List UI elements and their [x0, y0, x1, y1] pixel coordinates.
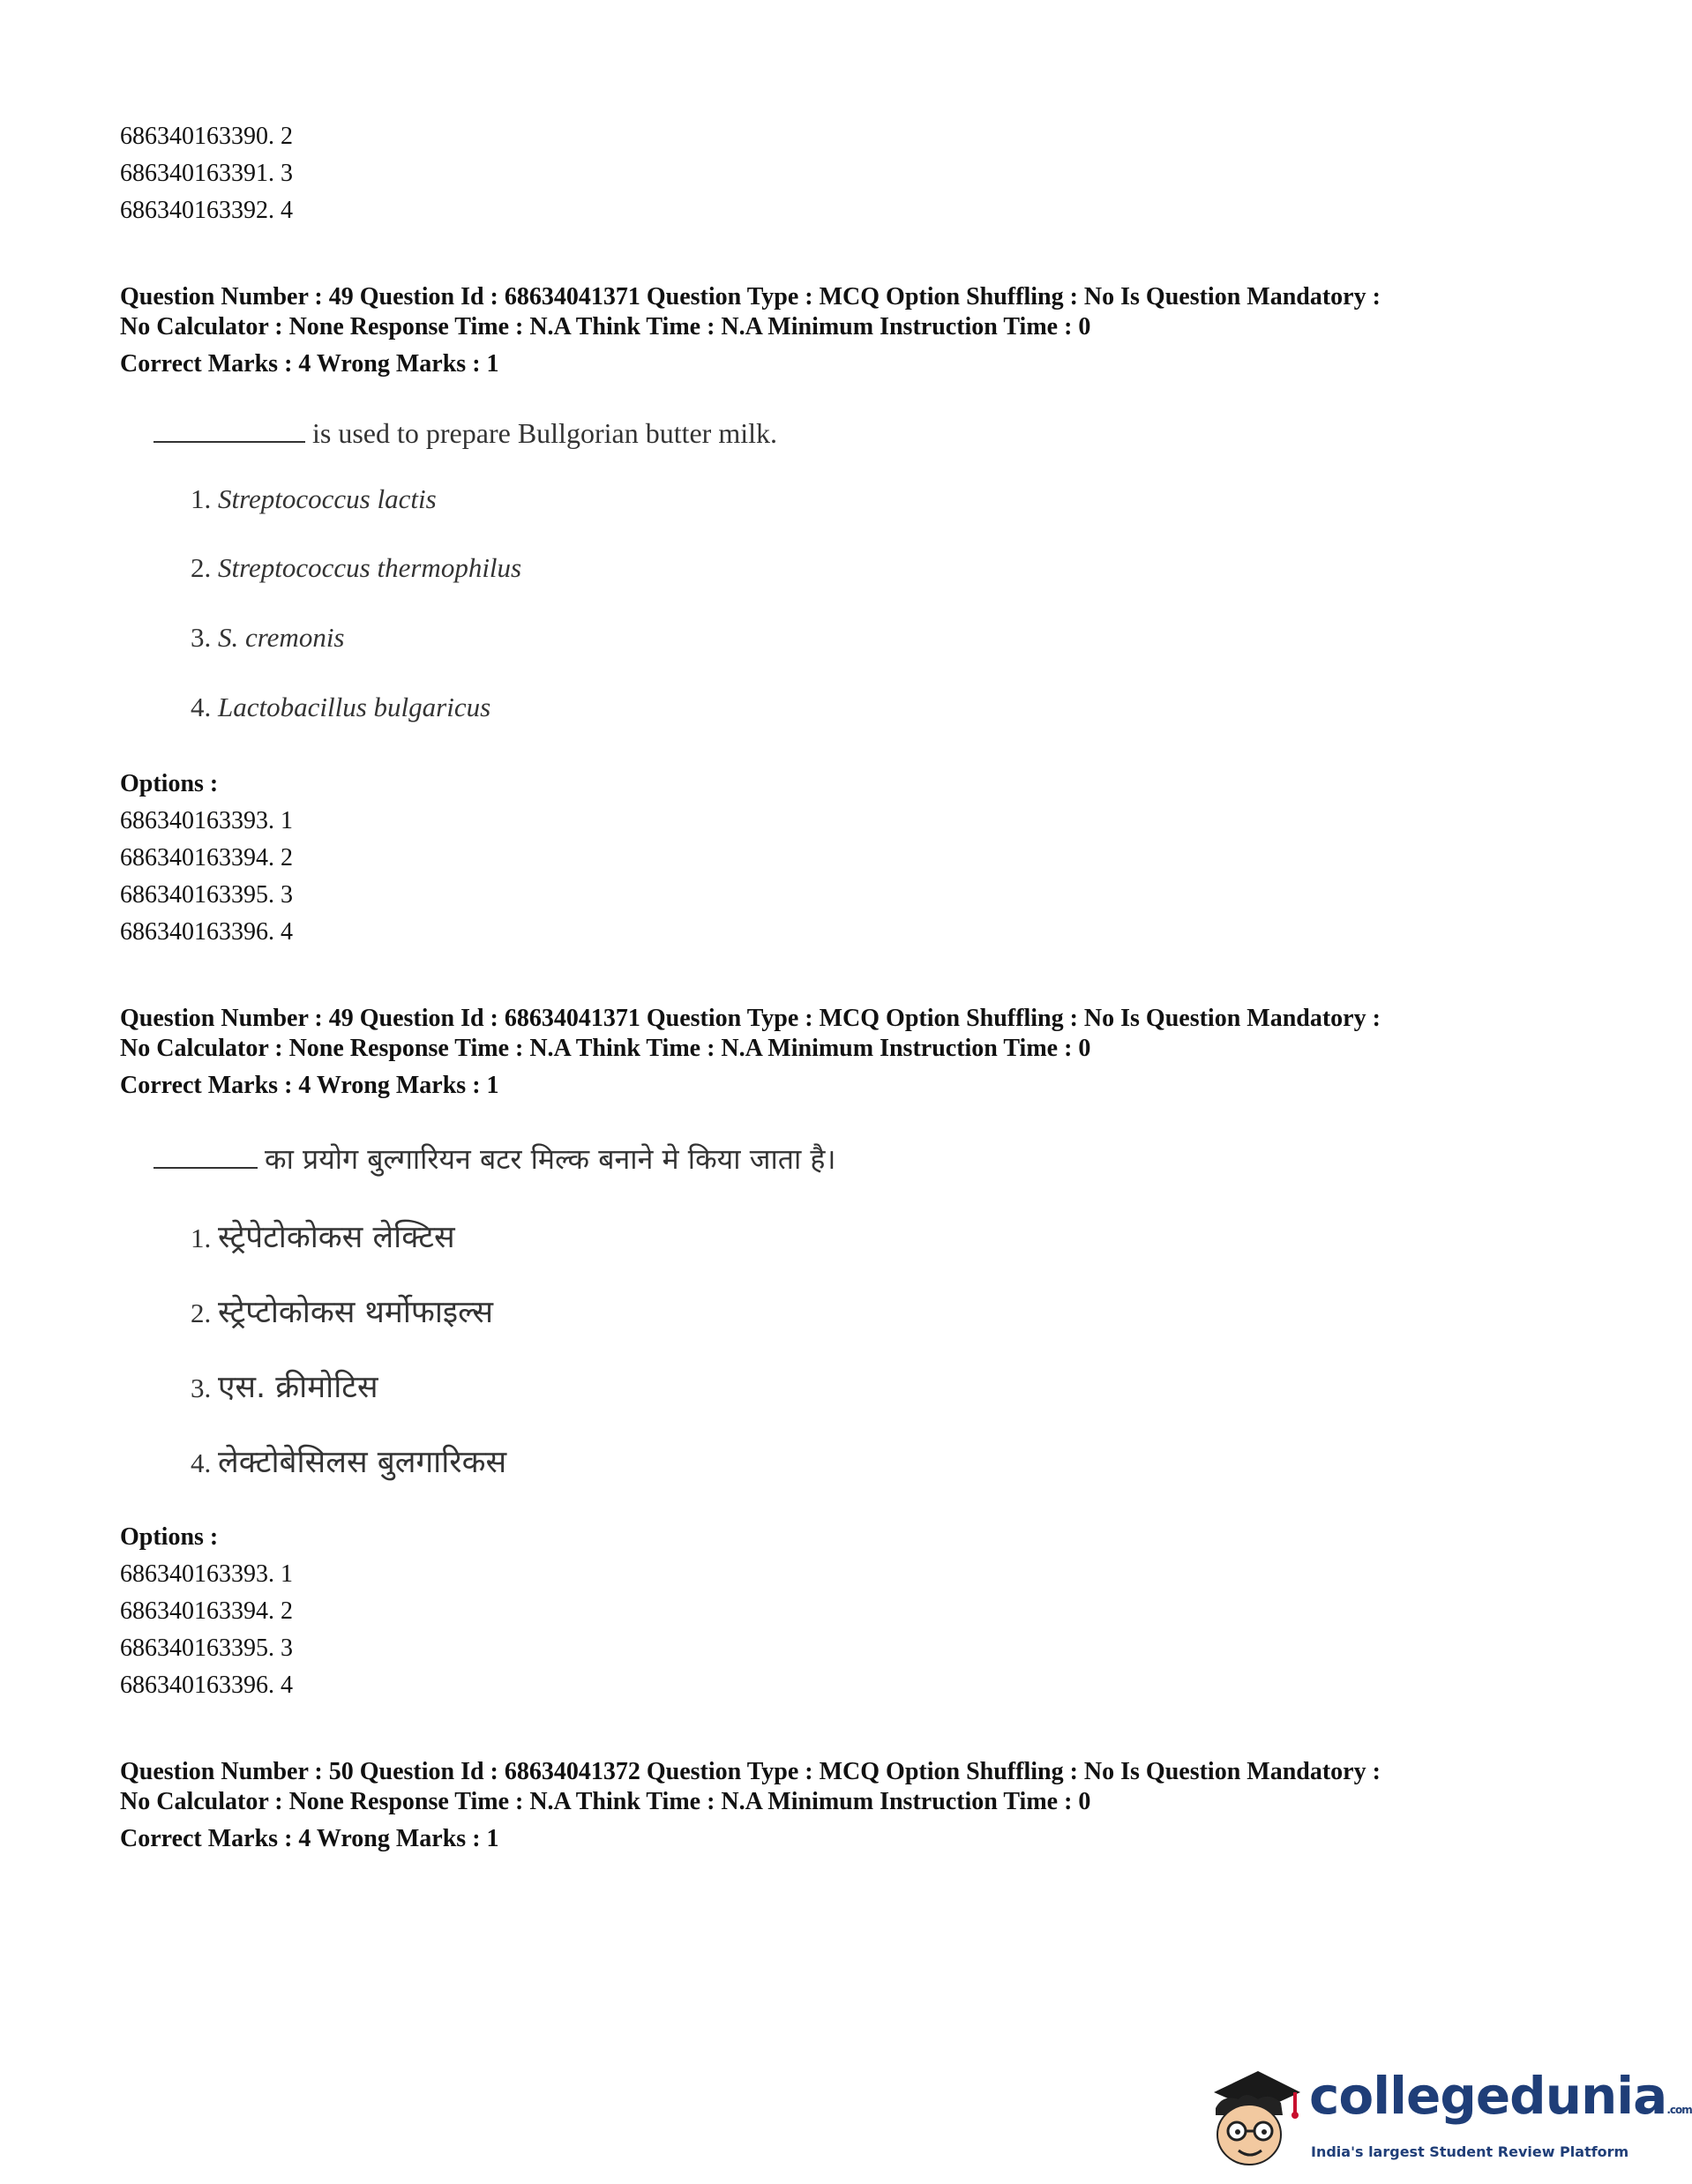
choice-number: 1.	[191, 1223, 212, 1253]
choice-4	[191, 692, 490, 723]
options-block-hi	[120, 1519, 1531, 1704]
choice-text: स्ट्रेप्टोकोकस थर्मोफाइल्स	[218, 1295, 493, 1330]
option-line: 686340163395. 3	[120, 1634, 293, 1662]
mascot-icon	[1196, 2059, 1311, 2173]
option-line: 686340163393. 1	[120, 1560, 293, 1588]
choice-1	[191, 483, 437, 515]
question-text: का प्रयोग बुल्गारियन बटर मिल्क बनाने मे किया जाता है।	[265, 1142, 836, 1176]
brand-tagline: India's largest Student Review Platform	[1311, 2143, 1629, 2160]
previous-options	[120, 118, 1531, 229]
choice-3	[191, 622, 345, 654]
marks-line: Correct Marks : 4 Wrong Marks : 1	[120, 1072, 499, 1099]
choice-text: Streptococcus lactis	[218, 483, 437, 514]
question-meta-line2: No Calculator : None Response Time : N.A Think Time : N.A Minimum Instruction Time : 0	[120, 313, 1091, 340]
brand-name: collegedunia.com	[1309, 2066, 1692, 2126]
option-line: 686340163390. 2	[120, 123, 293, 150]
option-line: 686340163396. 4	[120, 918, 293, 946]
collegedunia-logo	[1196, 2059, 1692, 2173]
choice-text: लेक्टोबेसिलस बुलगारिकस	[218, 1445, 507, 1480]
choice-number: 4.	[191, 692, 212, 722]
choice-text: Streptococcus thermophilus	[218, 552, 522, 583]
option-line: 686340163396. 4	[120, 1672, 293, 1699]
choice-text: S. cremonis	[218, 622, 345, 653]
question-meta-line2: No Calculator : None Response Time : N.A Think Time : N.A Minimum Instruction Time : 0	[120, 1035, 1091, 1062]
choice-number: 3.	[191, 622, 212, 653]
choice-1	[191, 1215, 455, 1257]
option-line: 686340163393. 1	[120, 807, 293, 834]
question-49-hi-meta	[120, 1004, 1531, 1101]
blank-line	[153, 415, 305, 443]
choice-text: Lactobacillus bulgaricus	[218, 692, 491, 722]
choice-4	[191, 1440, 506, 1482]
question-50-meta	[120, 1757, 1531, 1854]
question-meta-line2: No Calculator : None Response Time : N.A Think Time : N.A Minimum Instruction Time : 0	[120, 1788, 1091, 1815]
choice-text: स्ट्रेपेटोकोकस लेक्टिस	[218, 1220, 455, 1255]
question-49-hi-text	[153, 1140, 836, 1178]
blank-line	[153, 1141, 258, 1169]
brand-com: .com	[1666, 2104, 1692, 2116]
choice-text: एस. क्रीमोटिस	[218, 1370, 378, 1405]
option-line: 686340163392. 4	[120, 197, 293, 224]
choice-2	[191, 1290, 493, 1332]
choice-number: 4.	[191, 1447, 212, 1478]
option-line: 686340163391. 3	[120, 160, 293, 187]
choice-number: 2.	[191, 1298, 212, 1328]
option-line: 686340163395. 3	[120, 881, 293, 909]
choice-number: 1.	[191, 483, 212, 514]
options-block-en	[120, 766, 1531, 951]
choice-number: 3.	[191, 1372, 212, 1403]
options-label: Options :	[120, 1523, 219, 1551]
choice-number: 2.	[191, 552, 212, 583]
option-line: 686340163394. 2	[120, 844, 293, 871]
question-meta-line1: Question Number : 49 Question Id : 68634041371 Question Type : MCQ Option Shuffling : No Is Question Mandatory :	[120, 283, 1381, 310]
options-label: Options :	[120, 770, 219, 797]
question-meta-line1: Question Number : 50 Question Id : 68634041372 Question Type : MCQ Option Shuffling : No Is Question Mandatory :	[120, 1758, 1381, 1785]
marks-line: Correct Marks : 4 Wrong Marks : 1	[120, 1825, 499, 1852]
option-line: 686340163394. 2	[120, 1597, 293, 1625]
marks-line: Correct Marks : 4 Wrong Marks : 1	[120, 350, 499, 378]
question-text: is used to prepare Bullgorian butter milk.	[312, 417, 777, 449]
choice-2	[191, 552, 521, 584]
choice-3	[191, 1365, 378, 1407]
question-meta-line1: Question Number : 49 Question Id : 68634041371 Question Type : MCQ Option Shuffling : No Is Question Mandatory :	[120, 1005, 1381, 1032]
question-49-en-meta	[120, 282, 1531, 379]
question-49-en-text	[153, 415, 777, 450]
